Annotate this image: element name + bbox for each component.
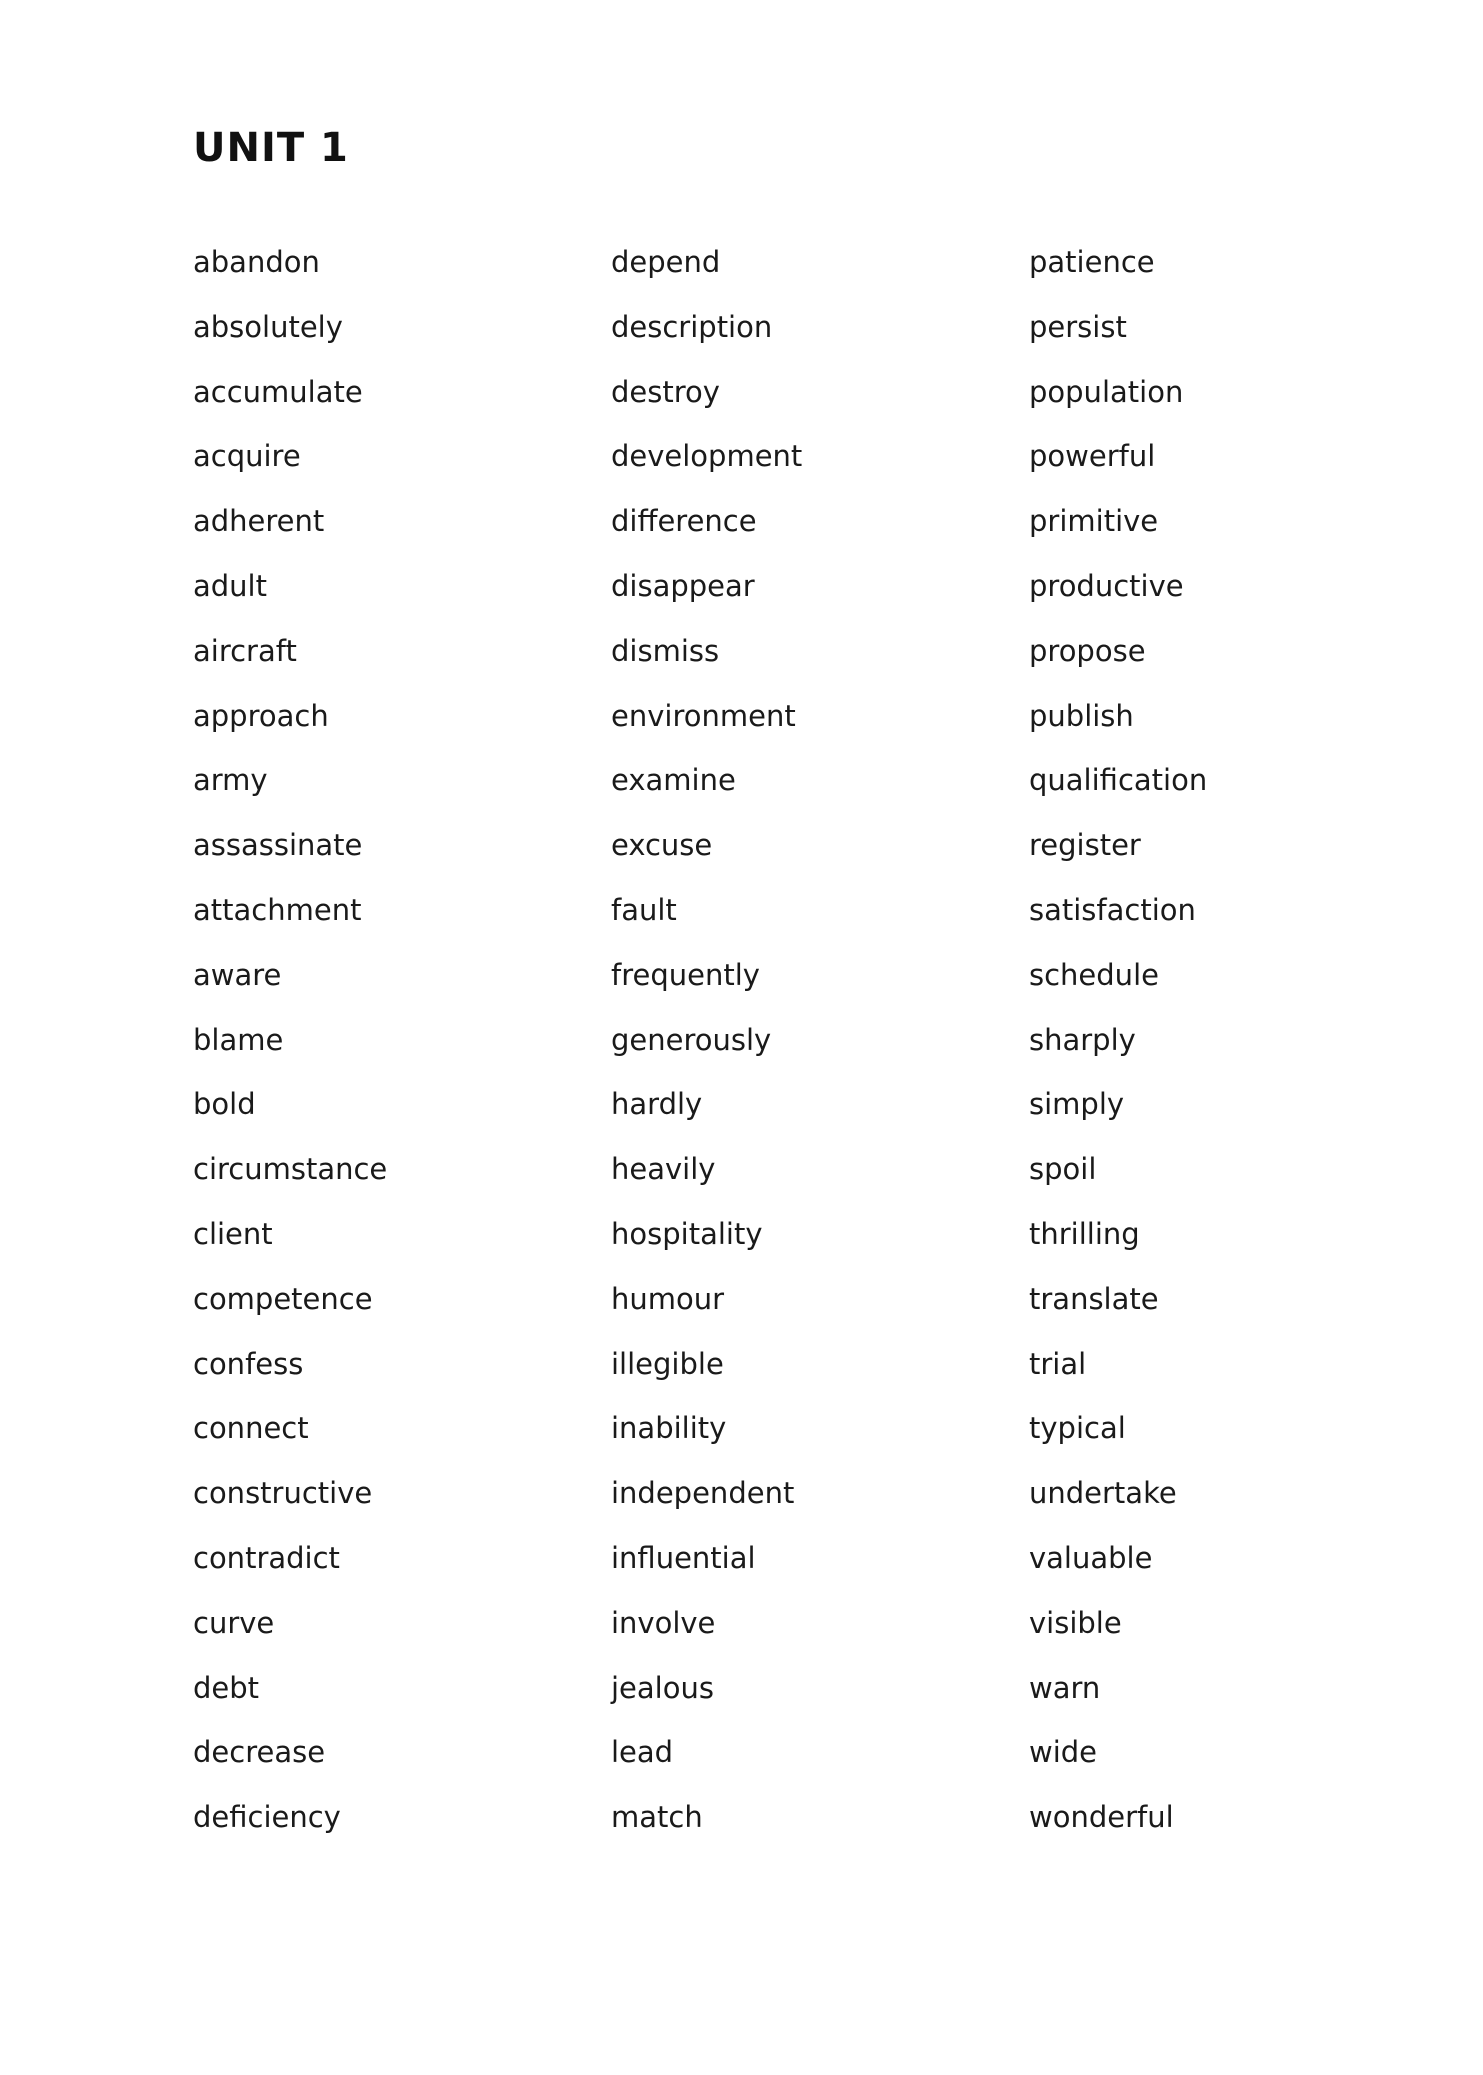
word-item: powerful [1029, 439, 1156, 474]
word-item: persist [1029, 309, 1127, 344]
word-item: jealous [611, 1670, 714, 1705]
word-item: circumstance [193, 1152, 388, 1187]
word-item: destroy [611, 374, 720, 409]
word-item: approach [193, 698, 329, 733]
word-item: acquire [193, 439, 301, 474]
word-item: patience [1029, 245, 1155, 279]
word-item: decrease [193, 1735, 326, 1770]
word-item: generously [611, 1022, 772, 1057]
word-item: abandon [193, 245, 320, 279]
word-item: description [611, 309, 773, 344]
word-item: deficiency [193, 1800, 341, 1835]
word-item: adult [193, 568, 267, 603]
word-item: confess [193, 1346, 304, 1381]
word-item: humour [611, 1281, 725, 1316]
word-item: army [193, 763, 268, 798]
word-item: publish [1029, 698, 1134, 733]
word-item: debt [193, 1670, 260, 1705]
word-column-3 [1029, 240, 1343, 1860]
word-item: population [1029, 374, 1184, 409]
word-item: depend [611, 245, 721, 279]
word-item: blame [193, 1022, 284, 1057]
word-item: primitive [1029, 504, 1159, 539]
word-item: thrilling [1029, 1216, 1140, 1251]
word-item: absolutely [193, 309, 343, 344]
word-item: schedule [1029, 957, 1159, 992]
word-column-2 [611, 240, 1029, 1860]
word-item: constructive [193, 1476, 373, 1511]
word-item: accumulate [193, 374, 363, 409]
word-item: undertake [1029, 1476, 1177, 1511]
word-item: difference [611, 504, 757, 539]
unit-title: UNIT 1 [193, 125, 349, 171]
word-item: translate [1029, 1281, 1159, 1316]
word-item: aircraft [193, 633, 297, 668]
word-item: aware [193, 957, 282, 992]
word-item: influential [611, 1540, 756, 1575]
word-item: match [611, 1800, 703, 1835]
word-item: qualification [1029, 763, 1208, 798]
word-item: bold [193, 1087, 256, 1122]
word-item: sharply [1029, 1022, 1136, 1057]
word-item: inability [611, 1411, 727, 1446]
word-item: connect [193, 1411, 309, 1446]
word-item: development [611, 439, 803, 474]
word-item: hospitality [611, 1216, 763, 1251]
word-item: attachment [193, 892, 362, 927]
word-item: disappear [611, 568, 755, 603]
word-item: competence [193, 1281, 373, 1316]
word-item: propose [1029, 633, 1146, 668]
word-item: trial [1029, 1346, 1087, 1381]
word-item: productive [1029, 568, 1184, 603]
word-item: spoil [1029, 1152, 1097, 1187]
word-item: heavily [611, 1152, 716, 1187]
word-item: contradict [193, 1540, 340, 1575]
word-item: independent [611, 1476, 795, 1511]
word-item: lead [611, 1735, 674, 1770]
word-item: illegible [611, 1346, 724, 1381]
word-item: fault [611, 892, 677, 927]
word-item: environment [611, 698, 796, 733]
word-item: simply [1029, 1087, 1125, 1122]
word-item: typical [1029, 1411, 1126, 1446]
word-item: adherent [193, 504, 325, 539]
word-item: client [193, 1216, 273, 1251]
word-item: visible [1029, 1605, 1122, 1640]
word-item: valuable [1029, 1540, 1153, 1575]
word-item: satisfaction [1029, 892, 1196, 927]
word-item: hardly [611, 1087, 703, 1122]
word-item: involve [611, 1605, 716, 1640]
word-item: warn [1029, 1670, 1101, 1705]
word-item: excuse [611, 828, 713, 863]
word-item: assassinate [193, 828, 363, 863]
word-item: curve [193, 1605, 275, 1640]
word-column-1 [193, 240, 611, 1860]
word-item: dismiss [611, 633, 720, 668]
word-item: wide [1029, 1735, 1098, 1770]
word-item: register [1029, 828, 1141, 863]
word-list [193, 240, 1343, 1860]
word-item: examine [611, 763, 736, 798]
word-item: wonderful [1029, 1800, 1174, 1835]
word-item: frequently [611, 957, 760, 992]
